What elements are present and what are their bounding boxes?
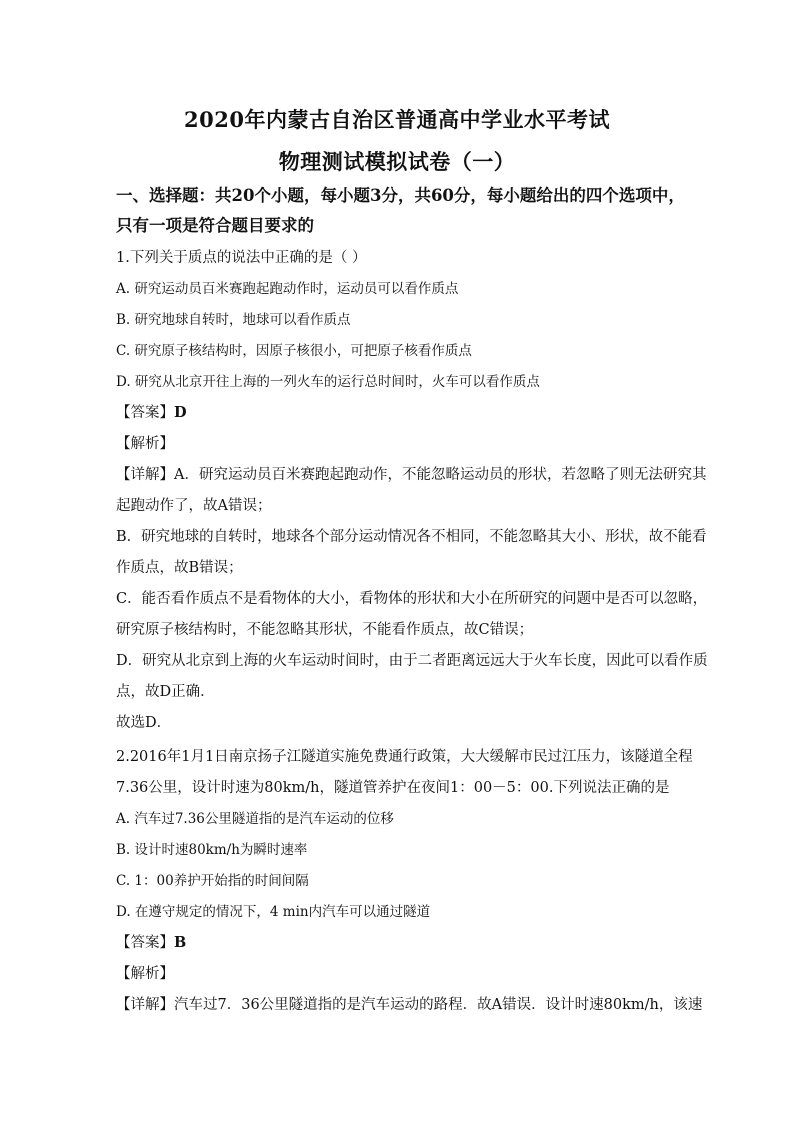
question-1-option-a: A. 研究运动员百米赛跑起跑动作时，运动员可以看作质点 [116,281,459,297]
question-1-answer [116,403,686,423]
question-2-option-d: D. 在遵守规定的情况下，4 min内汽车可以通过隧道 [116,904,431,920]
question-1-option-d: D. 研究从北京开往上海的一列火车的运行总时间时，火车可以看作质点 [116,374,540,390]
question-2-stem: 2.2016年1月1日南京扬子江隧道实施免费通行政策，大大缓解市民过江压力，该隧道全程 [116,749,693,765]
question-2-option-b: B. 设计时速80km/h为瞬时速率 [116,842,308,858]
question-1-detail-line: 起跑动作了，故A错误； [116,498,272,514]
question-1-option-b: B. 研究地球自转时，地球可以看作质点 [116,312,351,328]
question-1-detail-line: 作质点，故B错误； [116,560,243,576]
question-1-detail-line: D．研究从北京到上海的火车运动时间时，由于二者距离远远大于火车长度，因此可以看作质 [116,653,708,669]
question-1-detail-line: B．研究地球的自转时，地球各个部分运动情况各不相同，不能忽略其大小、形状，故不能看 [116,529,707,545]
question-1-option-c: C. 研究原子核结构时，因原子核很小，可把原子核看作质点 [116,343,472,359]
question-2-analysis-label: 【解析】 [116,966,174,982]
question-1-detail-line: 【详解】A．研究运动员百米赛跑起跑动作，不能忽略运动员的形状，若忽略了则无法研究其 [116,467,707,483]
question-2-option-c: C. 1：00养护开始指的时间间隔 [116,873,309,889]
answer-label: 【答案】 [116,405,174,421]
question-1-analysis-label: 【解析】 [116,436,174,452]
question-1-detail-line: 故选D． [116,715,172,731]
question-2-option-a: A. 汽车过7.36公里隧道指的是汽车运动的位移 [116,811,394,827]
question-2-stem-continued: 7.36公里，设计时速为80km/h，隧道管养护在夜间1：00－5：00.下列说法正确的是 [116,780,670,796]
section-heading: 一、选择题：共20个小题，每小题3分，共60分，每小题给出的四个选项中， [116,186,685,205]
question-2-detail-line: 【详解】汽车过7．36公里隧道指的是汽车运动的路程．故A错误．设计时速80km/h，该速 [116,997,703,1013]
question-1-detail-line: C．能否看作质点不是看物体的大小，看物体的形状和大小在所研究的问题中是否可以忽略， [116,591,708,607]
question-1-detail-line: 点，故D正确． [116,684,215,700]
question-1-detail-line: 研究原子核结构时，不能忽略其形状，不能看作质点，故C错误； [116,622,534,638]
answer-label: 【答案】 [116,935,174,951]
question-2-answer [116,933,686,953]
answer-value: B [174,934,187,951]
section-heading-continued: 只有一项是符合题目要求的 [116,216,314,235]
document-subtitle: 物理测试模拟试卷（一） [278,149,516,174]
question-1-stem: 1.下列关于质点的说法中正确的是（ ） [116,250,367,266]
answer-value: D [174,404,187,421]
document-title: 2020年内蒙古自治区普通高中学业水平考试 [184,107,610,132]
